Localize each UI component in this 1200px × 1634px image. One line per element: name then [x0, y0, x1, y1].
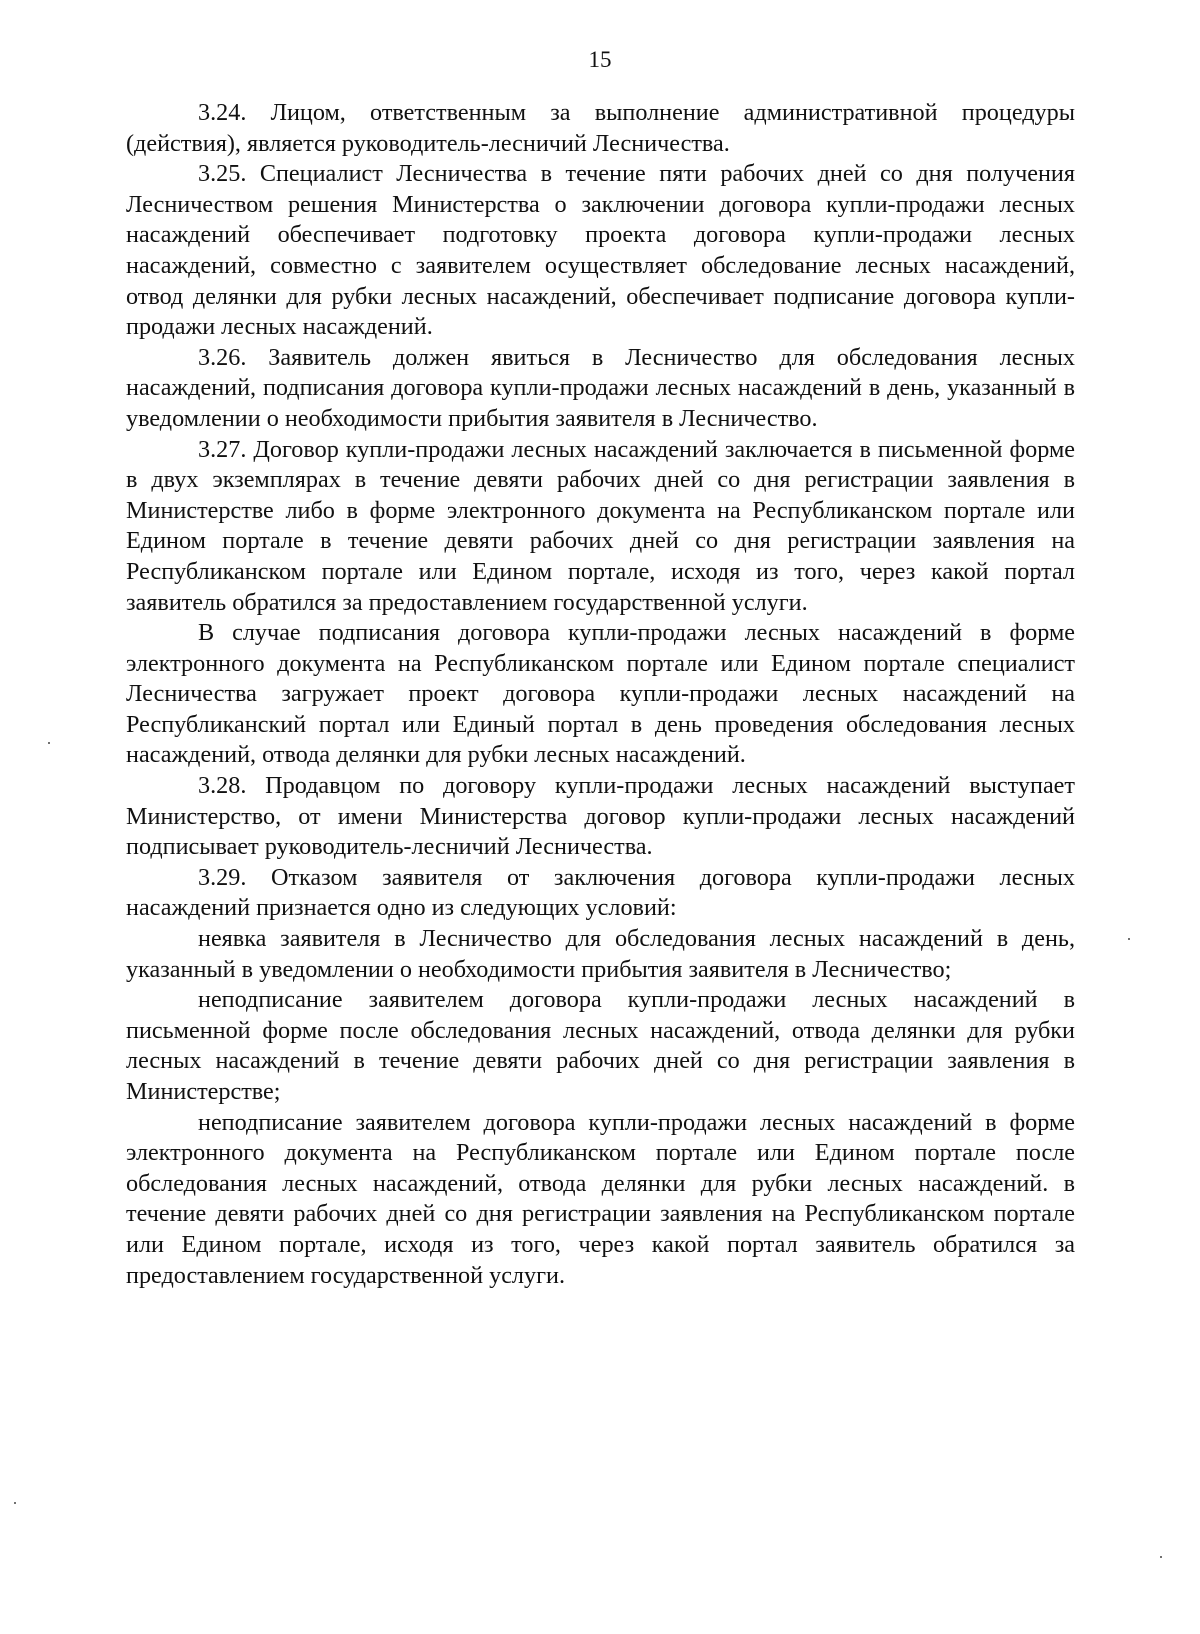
paragraph-3-24: 3.24. Лицом, ответственным за выполнение административной процедуры (действия), является руководитель-лесничий Лесничества. — [126, 99, 1075, 157]
page-number: 15 — [588, 47, 612, 72]
document-body — [126, 98, 1075, 1291]
condition-item-no-show: неявка заявителя в Лесничество для обследования лесных насаждений в день, указанный в уведомлении о необходимости прибытия заявителя в Лесничество; — [126, 925, 1075, 983]
paragraph-3-28: 3.28. Продавцом по договору купли-продажи лесных насаждений выступает Министерство, от имени Министерства договор купли-продажи лесных насаждений подписывает руководитель-лесничий Лесничества. — [126, 772, 1075, 861]
condition-item-electronic-form: неподписание заявителем договора купли-продажи лесных насаждений в форме электронного документа на Республиканском портале или Едином портале после обследования лесных насаждений, отвода делянки для рубки лесных насаждений. в течение девяти рабочих дней со дня регистрации заявления на Республиканском портале или Едином портале, исходя из того, через какой портал заявитель обратился за предоставлением государственной услуги. — [126, 1108, 1075, 1289]
scan-speck — [14, 1502, 16, 1504]
paragraph-3-27-electronic: В случае подписания договора купли-продажи лесных насаждений в форме электронного документа на Республиканском портале или Едином портале специалист Лесничества загружает проект договора купли-продажи лесных насаждений на Республиканский портал или Единый портал в день проведения обследования лесных насаждений, отвода делянки для рубки лесных насаждений. — [126, 619, 1075, 769]
paragraph-3-25: 3.25. Специалист Лесничества в течение пяти рабочих дней со дня получения Лесничеством решения Министерства о заключении договора купли-продажи лесных насаждений обеспечивает подготовку проекта договора купли-продажи лесных насаждений, совместно с заявителем осуществляет обследование лесных насаждений, отвод делянки для рубки лесных насаждений, обеспечивает подписание договора купли-продажи лесных насаждений. — [126, 160, 1075, 341]
paragraph-3-26: 3.26. Заявитель должен явиться в Лесничество для обследования лесных насаждений, подписания договора купли-продажи лесных насаждений в день, указанный в уведомлении о необходимости прибытия заявителя в Лесничество. — [126, 343, 1075, 432]
paragraph-3-29: 3.29. Отказом заявителя от заключения договора купли-продажи лесных насаждений признается одно из следующих условий: — [126, 863, 1075, 922]
scan-speck — [48, 742, 50, 744]
scan-speck — [1160, 1556, 1162, 1558]
scan-speck — [1128, 938, 1130, 940]
paragraph-3-27: 3.27. Договор купли-продажи лесных насаждений заключается в письменной форме в двух экземплярах в течение девяти рабочих дней со дня регистрации заявления в Министерстве либо в форме электронного документа на Республиканском портале или Едином портале в течение девяти рабочих дней со дня регистрации заявления на Республиканском портале или Едином портале, исходя из того, через какой портал заявитель обратился за предоставлением государственной услуги. — [126, 435, 1075, 616]
condition-item-written-form: неподписание заявителем договора купли-продажи лесных насаждений в письменной форме после обследования лесных насаждений, отвода делянки для рубки лесных насаждений в течение девяти рабочих дней со дня регистрации заявления в Министерстве; — [126, 986, 1075, 1105]
